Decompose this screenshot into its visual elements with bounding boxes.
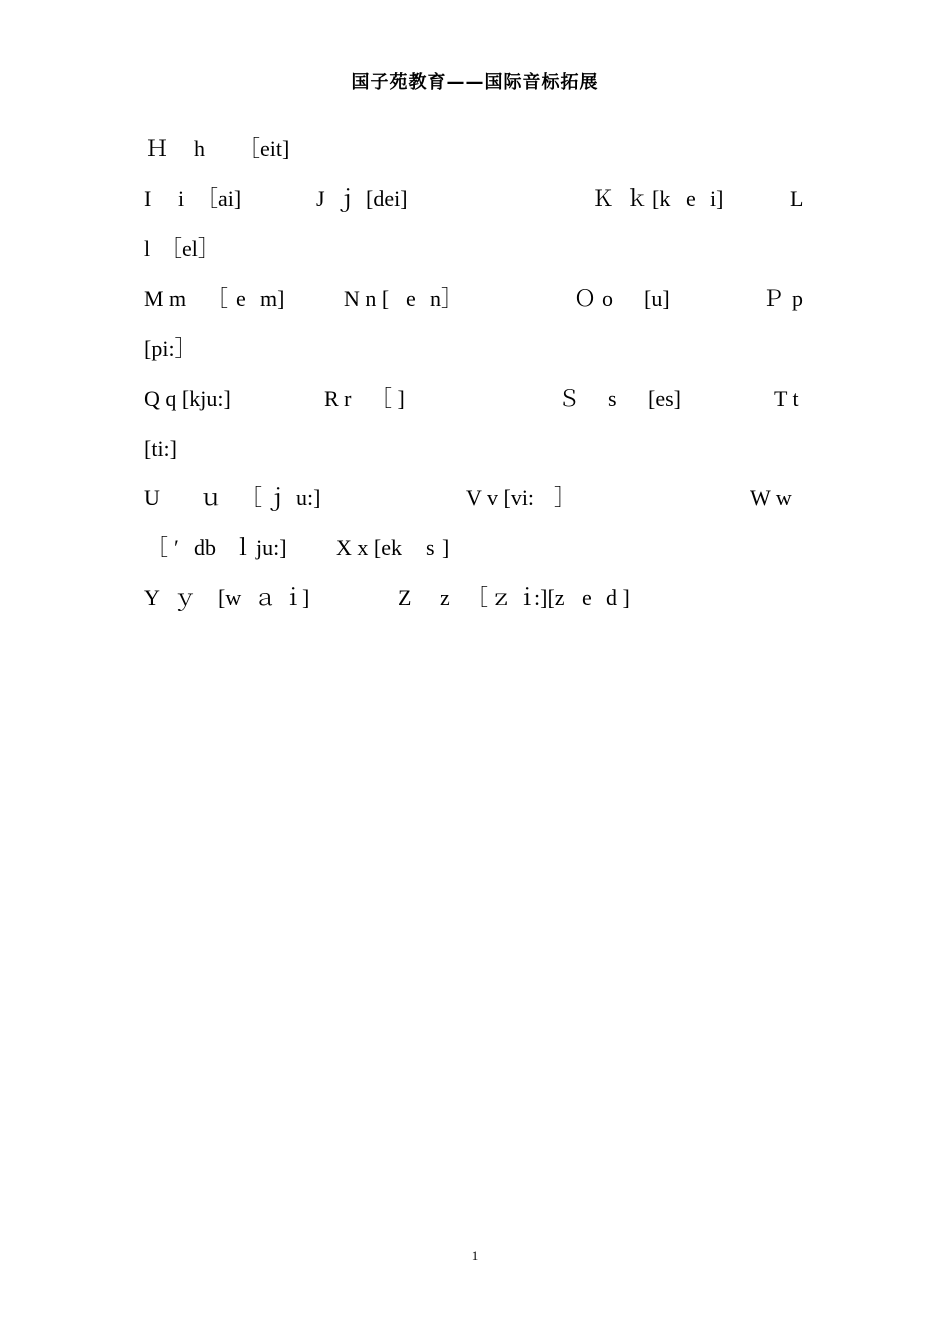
letter-upper: Ｏ [574, 286, 597, 311]
phonetic: [ti:] [144, 436, 177, 461]
phonetic: :][z [534, 585, 565, 610]
phonetic: ｌ [232, 535, 255, 560]
alphabet-line-m-p [0, 284, 950, 316]
phonetic: e [686, 186, 696, 211]
phonetic: ［ [206, 286, 229, 311]
letter-upper: I [144, 186, 152, 211]
phonetic: e [236, 286, 246, 311]
phonetic: ］ [554, 485, 577, 510]
letter-lower: ｊ [336, 186, 359, 211]
phonetic: [dei] [366, 186, 408, 211]
letter-lower: h [194, 136, 205, 161]
letter-lower: s [608, 386, 617, 411]
letter-upper: Ｋ [592, 186, 615, 211]
letter-lower: l [144, 236, 151, 261]
phonetic: n］ [430, 286, 464, 311]
phonetic: [es] [648, 386, 681, 411]
phonetic: ｉ [516, 585, 539, 610]
phonetic: ] [302, 585, 310, 610]
phonetic: ｚ [490, 585, 513, 610]
phonetic: ju:] [256, 535, 287, 560]
letter-lower: o [602, 286, 613, 311]
alphabet-line-q-t [0, 384, 950, 416]
letters: R r [324, 386, 352, 411]
phonetic: ［el］ [160, 236, 220, 261]
phonetic: d ] [606, 585, 630, 610]
phonetic: u:] [296, 485, 321, 510]
letters-phonetic: X x [ek [336, 535, 402, 560]
letter-lower: p [792, 286, 803, 311]
letter-lower: ｕ [200, 485, 223, 510]
alphabet-line-i-l [0, 184, 950, 216]
phonetic: e [582, 585, 592, 610]
phonetic: [pi:］ [144, 336, 197, 361]
phonetic: ［ ] [370, 386, 405, 411]
page-number: 1 [471, 1248, 479, 1263]
phonetic: e [406, 286, 416, 311]
letter-upper: J [316, 186, 325, 211]
alphabet-line-h [0, 134, 950, 166]
phonetic: ［ [146, 535, 169, 560]
letter-upper: L [790, 186, 804, 211]
letter-lower: z [440, 585, 450, 610]
phonetic: db [194, 535, 216, 560]
phonetic: ′ [174, 535, 179, 560]
letter-upper: Ｓ [558, 386, 581, 411]
letter-lower: ｋ [626, 186, 649, 211]
phonetic: [k [652, 186, 671, 211]
alphabet-line-u-w [0, 483, 950, 515]
letter-upper: Ｐ [762, 286, 785, 311]
letter-upper: U [144, 485, 160, 510]
letters: W w [750, 485, 792, 510]
page-header: 国子苑教育——国际音标拓展 [351, 72, 599, 93]
phonetic: ［ [240, 485, 263, 510]
phonetic: ｉ [282, 585, 305, 610]
letter-lower: i [178, 186, 185, 211]
phonetic: s [426, 535, 435, 560]
letter-upper: Ｈ [146, 136, 169, 161]
phonetic: ［eit] [238, 136, 290, 161]
alphabet-line-p-cont [0, 334, 950, 366]
letters-phonetic: Q q [kju:] [144, 386, 231, 411]
phonetic: [w [218, 585, 242, 610]
letter-upper: Y [144, 585, 160, 610]
phonetic: ｊ [266, 485, 289, 510]
phonetic: i] [710, 186, 724, 211]
phonetic: m] [260, 286, 285, 311]
letters: N n [ [344, 286, 390, 311]
phonetic: ａ [254, 585, 277, 610]
letters-phonetic: V v [vi: [466, 485, 535, 510]
phonetic: ] [442, 535, 450, 560]
letters: M m [144, 286, 187, 311]
phonetic: ［ai] [196, 186, 242, 211]
letter-upper: Z [398, 585, 412, 610]
alphabet-line-l-cont [0, 234, 950, 266]
alphabet-line-t-cont [0, 434, 950, 466]
alphabet-line-y-z [0, 583, 950, 615]
phonetic: [u] [644, 286, 670, 311]
letter-lower: ｙ [174, 585, 197, 610]
phonetic: ［ [466, 585, 489, 610]
letters: T t [774, 386, 799, 411]
alphabet-line-w-x [0, 533, 950, 565]
